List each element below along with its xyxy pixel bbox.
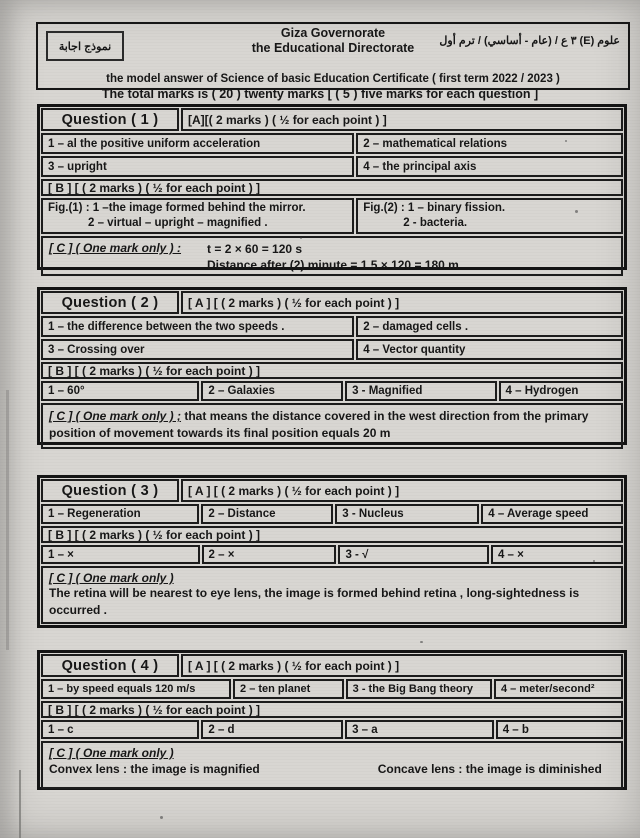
question-3-header-row: [40, 478, 624, 503]
answer-cell: 1 – ×: [41, 545, 200, 564]
convex-lens-answer: Convex lens : the image is magnified: [49, 762, 260, 776]
question-1-header-row: [40, 107, 624, 132]
figure-1-line-1: Fig.(1) : 1 –the image formed behind the mirror.: [48, 202, 306, 214]
question-4-part-c-row: [41, 741, 623, 789]
question-3-b-answers-row: [40, 544, 624, 565]
question-3-part-c-text: The retina will be nearest to eye lens, the image is formed behind retina , long-sightedness is occurred .: [49, 586, 580, 617]
answer-cell: 1 – c: [41, 720, 199, 739]
question-1-part-a-label: [A][( 2 marks ) ( ½ for each point ) ]: [181, 108, 623, 131]
answer-cell: 2 – Galaxies: [201, 381, 343, 401]
question-1-part-b-row: [40, 178, 624, 197]
answer-cell: 4 – Vector quantity: [356, 339, 623, 360]
answer-cell: 2 – mathematical relations: [356, 133, 623, 154]
scan-speck: [565, 140, 567, 142]
answer-cell: 1 – al the positive uniform acceleration: [41, 133, 354, 154]
question-4-header-row: [40, 653, 624, 678]
question-1-part-c-work: [207, 241, 459, 271]
question-1-a-row-1: [40, 132, 624, 155]
answer-cell: 3 - √: [338, 545, 488, 564]
figure-1-line-2: 2 – virtual – upright – magnified .: [88, 217, 268, 229]
c-calculation-line-1: t = 2 × 60 = 120 s: [207, 242, 303, 256]
page-edge-shadow: [6, 390, 9, 650]
answer-cell: 1 – by speed equals 120 m/s: [41, 679, 231, 699]
question-2-a-row-2: [40, 338, 624, 361]
question-3-title: Question ( 3 ): [41, 479, 179, 502]
question-3-table: [37, 475, 627, 628]
total-marks-line: The total marks is ( 20 ) twenty marks [ ( 5 ) five marks for each question ]: [101, 87, 539, 101]
question-2-part-c-text: that means the distance covered in the west direction from the primary position of movement towards its final position equals 20 m: [49, 409, 589, 440]
answer-cell: 2 – Distance: [201, 504, 333, 524]
question-2-part-c-row: [41, 403, 623, 449]
model-answer-stamp: نموذج اجابة: [46, 31, 124, 61]
answer-cell: 4 – Average speed: [481, 504, 623, 524]
scan-speck: [160, 816, 163, 819]
question-2-part-b-label: [ B ] [ ( 2 marks ) ( ½ for each point ) ]: [41, 362, 623, 379]
question-3-part-b-row: [40, 525, 624, 544]
question-2-a-row-1: [40, 315, 624, 338]
answer-cell: 1 – the difference between the two speeds .: [41, 316, 354, 337]
figure-1-answer: [41, 198, 354, 234]
answer-cell: 4 – ×: [491, 545, 623, 564]
document-title: the model answer of Science of basic Education Certificate ( first term 2022 / 2023 ): [106, 73, 560, 85]
question-4-b-answers-row: [40, 719, 624, 740]
scan-speck: [420, 641, 423, 643]
answer-cell: 1 – Regeneration: [41, 504, 199, 524]
question-3-part-c-row: [41, 566, 623, 624]
arabic-subject-line: علوم (E) ٣ ع / (عام - أساسي) / ترم أول: [439, 35, 620, 47]
answer-cell: 3 - Magnified: [345, 381, 496, 401]
answer-cell: 4 – b: [496, 720, 623, 739]
question-1-part-c-row: [41, 236, 623, 276]
directorate-line: the Educational Directorate: [251, 41, 415, 55]
answer-cell: 2 – d: [201, 720, 343, 739]
question-1-table: [37, 104, 627, 270]
question-2-part-c-label: [ C ] ( One mark only ) ;: [49, 409, 182, 423]
answer-cell: 2 – ten planet: [233, 679, 344, 699]
answer-cell: 1 – 60°: [41, 381, 199, 401]
question-3-a-answers-row: [40, 503, 624, 525]
question-1-part-c-label: [ C ] ( One mark only ) :: [49, 241, 182, 255]
question-4-title: Question ( 4 ): [41, 654, 179, 677]
governorate-line: Giza Governorate: [280, 26, 386, 40]
answer-cell: 4 – Hydrogen: [499, 381, 623, 401]
answer-cell: 4 – meter/second²: [494, 679, 623, 699]
header-box: [36, 22, 630, 90]
question-4-part-a-label: [ A ] [ ( 2 marks ) ( ½ for each point ) ]: [181, 654, 623, 677]
question-1-part-b-label: [ B ] [ ( 2 marks ) ( ½ for each point ) ]: [41, 179, 623, 196]
question-4-part-b-label: [ B ] [ ( 2 marks ) ( ½ for each point ) ]: [41, 701, 623, 718]
answer-cell: 2 – ×: [202, 545, 337, 564]
question-2-part-b-row: [40, 361, 624, 380]
figure-2-answer: [356, 198, 623, 234]
question-3-part-c-label: [ C ] ( One mark only ): [49, 571, 174, 585]
concave-lens-answer: Concave lens : the image is diminished: [377, 762, 602, 776]
question-4-part-b-row: [40, 700, 624, 719]
question-1-a-row-2: [40, 155, 624, 178]
page-crease-line: [19, 770, 21, 838]
question-4-part-c-label: [ C ] ( One mark only ): [49, 746, 174, 760]
answer-cell: 3 - Nucleus: [335, 504, 479, 524]
question-2-table: [37, 287, 627, 445]
question-2-part-a-label: [ A ] [ ( 2 marks ) ( ½ for each point ) ]: [181, 291, 623, 314]
answer-cell: 3 – Crossing over: [41, 339, 354, 360]
scan-speck: [300, 237, 302, 239]
question-4-a-answers-row: [40, 678, 624, 700]
question-3-part-b-label: [ B ] [ ( 2 marks ) ( ½ for each point ) ]: [41, 526, 623, 543]
question-4-table: [37, 650, 627, 790]
answer-cell: 2 – damaged cells .: [356, 316, 623, 337]
question-1-figures-row: [40, 197, 624, 235]
question-3-part-a-label: [ A ] [ ( 2 marks ) ( ½ for each point ) ]: [181, 479, 623, 502]
figure-2-line-1: Fig.(2) : 1 – binary fission.: [363, 202, 506, 214]
scan-speck: [593, 560, 595, 562]
answer-cell: 4 – the principal axis: [356, 156, 623, 177]
scan-speck: [575, 210, 578, 213]
organization-header: [188, 26, 478, 56]
answer-cell: 3 – a: [345, 720, 494, 739]
answer-cell: 3 – upright: [41, 156, 354, 177]
question-1-title: Question ( 1 ): [41, 108, 179, 131]
c-calculation-line-2: Distance after (2) minute = 1.5 × 120 = 180 m: [207, 258, 459, 272]
question-2-b-answers-row: [40, 380, 624, 402]
figure-2-line-2: 2 - bacteria.: [403, 217, 468, 229]
question-2-title: Question ( 2 ): [41, 291, 179, 314]
question-2-header-row: [40, 290, 624, 315]
answer-cell: 3 - the Big Bang theory: [346, 679, 492, 699]
